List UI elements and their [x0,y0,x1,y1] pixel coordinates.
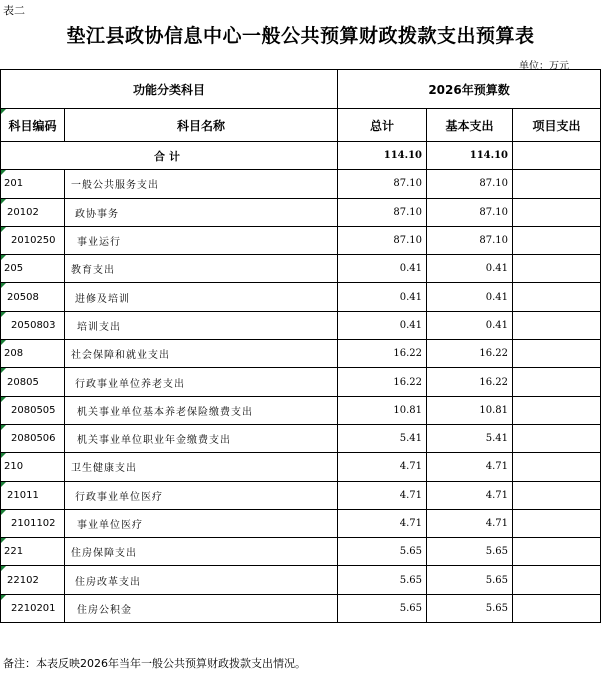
row-code: 2080505 [1,396,65,424]
table-row [1,311,601,339]
row-name: 政协事务 [65,198,338,226]
row-name: 住房公积金 [65,594,338,622]
total-row [1,142,601,170]
row-project [513,566,601,594]
table-row [1,509,601,537]
row-basic: 0.41 [427,283,513,311]
row-code: 2101102 [1,509,65,537]
row-basic: 16.22 [427,340,513,368]
row-project [513,283,601,311]
row-basic: 4.71 [427,453,513,481]
row-total: 4.71 [338,453,427,481]
row-project [513,226,601,254]
row-basic: 87.10 [427,198,513,226]
table-row [1,453,601,481]
table-row [1,226,601,254]
row-code: 208 [1,340,65,368]
row-name: 机关事业单位基本养老保险缴费支出 [65,396,338,424]
project-header: 项目支出 [513,109,601,142]
row-code: 22102 [1,566,65,594]
row-basic: 5.65 [427,538,513,566]
row-total: 16.22 [338,368,427,396]
footnote: 备注：本表反映2026年当年一般公共预算财政拨款支出情况。 [3,657,306,670]
row-basic: 5.65 [427,566,513,594]
row-name: 事业运行 [65,226,338,254]
row-code: 20508 [1,283,65,311]
table-row [1,255,601,283]
row-name: 进修及培训 [65,283,338,311]
page-title: 垫江县政协信息中心一般公共预算财政拨款支出预算表 [66,25,535,47]
total-row-project [513,142,601,170]
row-total: 4.71 [338,481,427,509]
row-code: 210 [1,453,65,481]
total-row-total: 114.10 [338,142,427,170]
table-row [1,481,601,509]
row-project [513,453,601,481]
row-code: 205 [1,255,65,283]
table-row [1,538,601,566]
row-total: 0.41 [338,283,427,311]
row-project [513,198,601,226]
row-total: 5.65 [338,538,427,566]
row-project [513,170,601,198]
row-total: 0.41 [338,311,427,339]
row-project [513,368,601,396]
row-name: 行政事业单位医疗 [65,481,338,509]
row-code: 21011 [1,481,65,509]
row-name: 住房改革支出 [65,566,338,594]
row-basic: 10.81 [427,396,513,424]
sheet-label: 表二 [3,4,25,17]
row-code: 221 [1,538,65,566]
row-basic: 4.71 [427,481,513,509]
row-total: 10.81 [338,396,427,424]
code-header: 科目编码 [1,109,65,142]
row-project [513,594,601,622]
row-total: 87.10 [338,226,427,254]
row-project [513,311,601,339]
basic-header: 基本支出 [427,109,513,142]
total-header: 总计 [338,109,427,142]
row-total: 5.65 [338,594,427,622]
row-code: 2050803 [1,311,65,339]
row-name: 住房保障支出 [65,538,338,566]
total-row-basic: 114.10 [427,142,513,170]
row-project [513,424,601,452]
table-row [1,198,601,226]
table-row [1,340,601,368]
row-project [513,538,601,566]
row-name: 教育支出 [65,255,338,283]
row-project [513,481,601,509]
total-row-label: 合计 [1,142,338,170]
row-basic: 87.10 [427,226,513,254]
row-code: 2080506 [1,424,65,452]
row-code: 20805 [1,368,65,396]
row-total: 5.41 [338,424,427,452]
row-project [513,396,601,424]
table-row [1,283,601,311]
row-total: 87.10 [338,170,427,198]
table-row [1,594,601,622]
row-name: 事业单位医疗 [65,509,338,537]
row-code: 2010250 [1,226,65,254]
row-total: 87.10 [338,198,427,226]
row-name: 卫生健康支出 [65,453,338,481]
table-row [1,396,601,424]
row-name: 社会保障和就业支出 [65,340,338,368]
row-basic: 4.71 [427,509,513,537]
table-row [1,170,601,198]
row-total: 4.71 [338,509,427,537]
row-name: 行政事业单位养老支出 [65,368,338,396]
row-total: 5.65 [338,566,427,594]
row-basic: 87.10 [427,170,513,198]
row-project [513,340,601,368]
name-header: 科目名称 [65,109,338,142]
row-name: 机关事业单位职业年金缴费支出 [65,424,338,452]
row-basic: 0.41 [427,311,513,339]
table-row [1,566,601,594]
row-name: 培训支出 [65,311,338,339]
budget-table [0,69,601,623]
row-project [513,509,601,537]
row-code: 201 [1,170,65,198]
row-basic: 16.22 [427,368,513,396]
row-basic: 5.65 [427,594,513,622]
row-code: 2210201 [1,594,65,622]
row-basic: 0.41 [427,255,513,283]
row-name: 一般公共服务支出 [65,170,338,198]
row-basic: 5.41 [427,424,513,452]
table-row [1,424,601,452]
budget-year-header: 2026年预算数 [338,70,601,109]
table-row [1,368,601,396]
unit-label: 单位：万元 [519,61,569,72]
row-total: 16.22 [338,340,427,368]
row-code: 20102 [1,198,65,226]
row-total: 0.41 [338,255,427,283]
category-header: 功能分类科目 [1,70,338,109]
row-project [513,255,601,283]
